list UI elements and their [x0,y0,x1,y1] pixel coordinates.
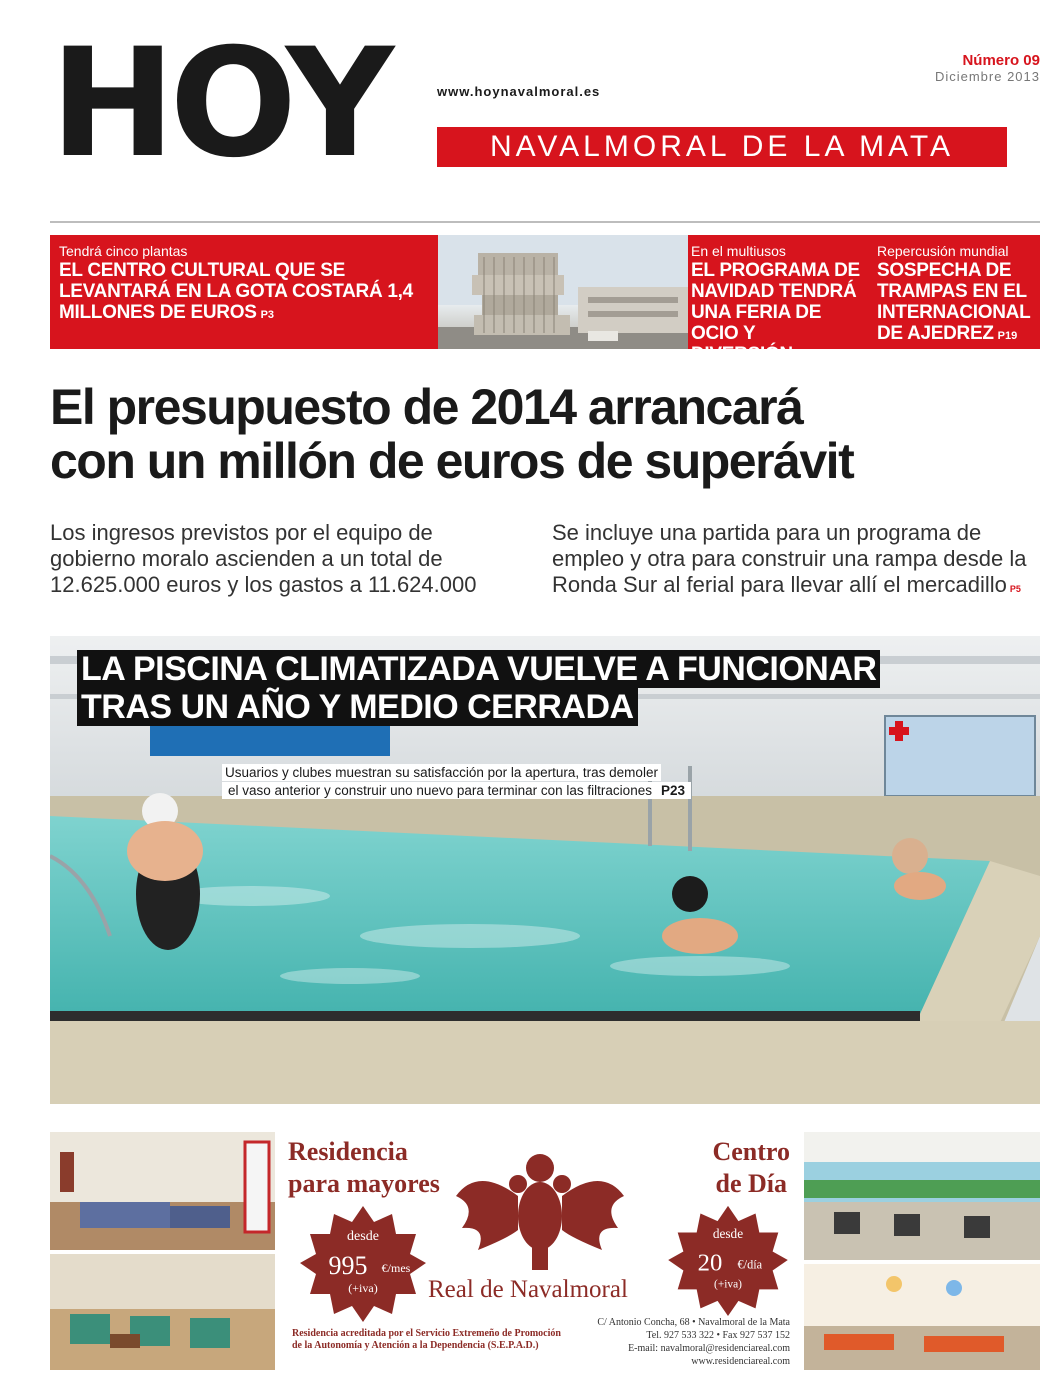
day-center-illustration [804,1264,1040,1370]
price-unit: €/mes [381,1261,411,1275]
ad-phone: Tel. 927 533 322 • Fax 927 537 152 [646,1330,790,1341]
ad-accreditation-note: Residencia acreditada por el Servicio Extremeño de Promoción de la Autonomía y Atención a la Dependencia (S.E.P.A.D.) [292,1328,561,1351]
teaser-christmas-program[interactable] [691,243,871,365]
terrace-illustration [804,1132,1040,1260]
ad-photo-lounge [50,1254,275,1370]
teaser-chess-tournament[interactable] [877,243,1037,344]
ad-day-center-title-line-1: Centro [712,1137,790,1166]
pool-headline-line-1: LA PISCINA CLIMATIZADA VUELVE A FUNCIONAR [77,650,880,688]
ad-residence-title [288,1136,440,1200]
ad-center-panel [280,1132,804,1370]
teaser-headline: SOSPECHA DE TRAMPAS EN EL INTERNACIONAL DE AJEDREZ [877,260,1031,344]
lead-headline[interactable] [50,380,1030,488]
price-label: desde [347,1229,379,1244]
price-value: 995 [328,1251,368,1280]
pool-caption [222,764,742,800]
price-burst-residence [300,1204,426,1322]
ad-photo-bedroom [50,1132,275,1250]
pool-caption-line-2 [222,782,691,799]
ad-photo-day-center-room [804,1264,1040,1370]
ad-brand-name: Real de Navalmoral [428,1276,628,1303]
lead-deck-right-text: Se incluye una partida para un programa de empleo y otra para construir una rampa desde la Ronda Sur al ferial para llevar allí el mercadillo [552,520,1027,597]
ad-contact-block [550,1316,790,1368]
ad-website[interactable]: www.residenciareal.com [691,1356,790,1367]
bedroom-illustration [50,1132,275,1250]
price-tax: (+iva) [714,1278,742,1291]
teaser-page-ref: P3 [260,309,275,321]
teaser-cultural-center[interactable] [59,243,429,323]
lead-deck-left: Los ingresos previstos por el equipo de gobierno moralo ascienden a un total de 12.625.000 euros y los gastos a 11.624.000 [50,520,477,597]
pool-photo[interactable] [50,636,1040,1104]
teaser-strip [50,235,1040,365]
ad-day-center-title-line-2: de Día [715,1169,787,1198]
pool-caption-line-1: Usuarios y clubes muestran su satisfacción por la apertura, tras demoler [222,764,661,781]
teaser-kicker: En el multiusos [691,243,786,259]
teaser-kicker: Repercusión mundial [877,243,1009,259]
pool-headline[interactable] [77,650,880,726]
price-unit: €/día [737,1257,763,1272]
ad-photo-terrace [804,1132,1040,1260]
ad-residence-title-line-2: para mayores [288,1169,440,1198]
ad-residence-title-line-1: Residencia [288,1137,408,1166]
lead-page-ref: P5 [1009,584,1021,594]
price-burst-day-center [668,1204,788,1316]
price-value: 20 [697,1249,723,1277]
teaser-page-ref: P19 [997,330,1018,342]
site-url-link[interactable]: www.hoynavalmoral.es [437,84,601,99]
pool-headline-line-2: TRAS UN AÑO Y MEDIO CERRADA [77,688,638,726]
price-label: desde [712,1226,744,1242]
teaser-headline: EL CENTRO CULTURAL QUE SE LEVANTARÁ EN LA GOTA COSTARÁ 1,4 MILLONES DE EUROS [59,260,413,323]
newspaper-logo[interactable]: HOY [50,17,389,191]
cultural-center-render-image [438,235,688,349]
issue-date: Diciembre 2013 [934,69,1040,84]
ad-day-center-title [712,1136,790,1200]
lounge-illustration [50,1254,275,1370]
pool-caption-line-2-text: el vaso anterior y construir uno nuevo para terminar con las filtraciones [225,782,655,799]
teaser-kicker: Tendrá cinco plantas [59,243,188,259]
price-burst-shape [668,1206,788,1316]
issue-number: Número 09 [962,52,1040,69]
price-tax: (+iva) [348,1281,378,1295]
lead-headline-line-2: con un millón de euros de superávit [50,433,854,489]
lead-headline-line-1: El presupuesto de 2014 arrancará [50,379,803,435]
ad-address: C/ Antonio Concha, 68 • Navalmoral de la Mata [597,1317,790,1328]
building-illustration [438,235,688,349]
masthead-divider [50,221,1040,223]
teaser-headline: EL PROGRAMA DE NAVIDAD TENDRÁ UNA FERIA DE OCIO Y DIVERSIÓN [691,260,860,365]
ad-email[interactable]: E-mail: navalmoral@residenciareal.com [628,1343,790,1354]
pool-page-ref: P23 [658,782,688,799]
residence-advertisement[interactable] [50,1132,1040,1370]
double-eagle-crest-icon [448,1146,632,1274]
teaser-page-ref: P11 [796,351,816,363]
lead-deck-right [552,520,1032,602]
edition-banner: NAVALMORAL DE LA MATA [437,127,1007,167]
